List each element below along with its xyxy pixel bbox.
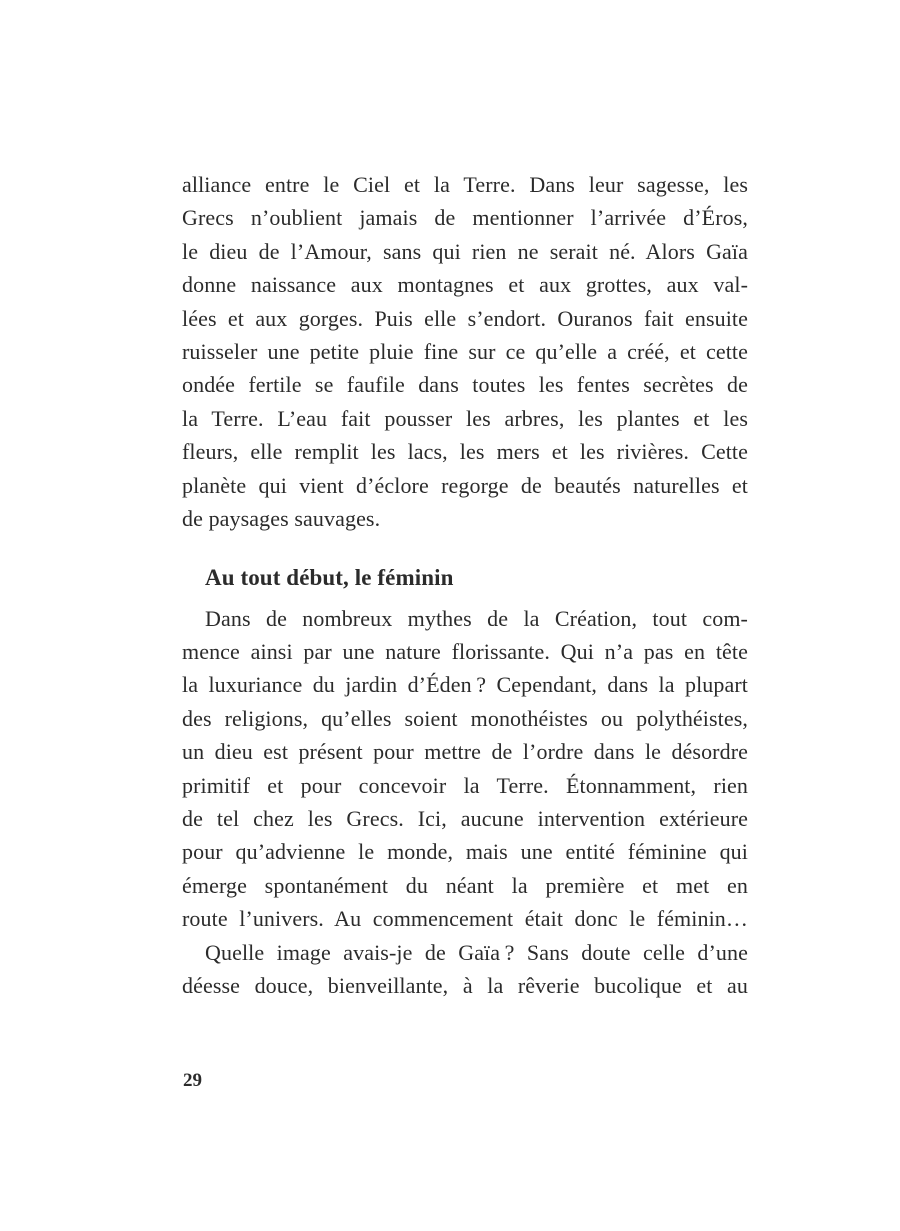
text-line: de tel chez les Grecs. Ici, aucune intervention extérieure xyxy=(182,806,748,832)
text-line: déesse douce, bienveillante, à la rêverie bucolique et au xyxy=(182,973,748,998)
text-line: Quelle image avais-je de Gaïa ? Sans doute celle d’une xyxy=(205,939,748,965)
text-line: le dieu de l’Amour, sans qui rien ne serait né. Alors Gaïa xyxy=(182,238,748,264)
text-line: lées et aux gorges. Puis elle s’endort. Ouranos fait ensuite xyxy=(182,305,748,331)
text-line: ondée fertile se faufile dans toutes les fentes secrètes de xyxy=(182,372,748,398)
text-line: Dans de nombreux mythes de la Création, tout com- xyxy=(205,605,748,631)
text-column xyxy=(182,168,748,1002)
text-line: planète qui vient d’éclore regorge de beautés naturelles et xyxy=(182,472,748,498)
text-line: la Terre. L’eau fait pousser les arbres, les plantes et les xyxy=(182,405,748,431)
paragraph-2 xyxy=(182,602,748,936)
text-line: ruisseler une petite pluie fine sur ce qu’elle a créé, et cette xyxy=(182,338,748,364)
paragraph-3 xyxy=(182,936,748,1003)
text-line: de paysages sauvages. xyxy=(182,505,381,531)
text-line: primitif et pour concevoir la Terre. Étonnamment, rien xyxy=(182,772,748,798)
page-number: 29 xyxy=(183,1070,202,1091)
paragraph-1 xyxy=(182,168,748,535)
text-line: fleurs, elle remplit les lacs, les mers et les rivières. Cette xyxy=(182,439,748,465)
section-heading: Au tout début, le féminin xyxy=(205,565,454,591)
text-line: donne naissance aux montagnes et aux grottes, aux val- xyxy=(182,272,748,298)
text-line: alliance entre le Ciel et la Terre. Dans leur sagesse, les xyxy=(182,172,748,197)
text-line: route l’univers. Au commencement était donc le féminin… xyxy=(182,906,748,932)
text-line: un dieu est présent pour mettre de l’ordre dans le désordre xyxy=(182,739,748,765)
text-line: des religions, qu’elles soient monothéistes ou polythéistes, xyxy=(182,705,748,731)
text-line: Grecs n’oublient jamais de mentionner l’arrivée d’Éros, xyxy=(182,205,748,231)
text-line: mence ainsi par une nature florissante. Qui n’a pas en tête xyxy=(182,639,748,665)
text-line: la luxuriance du jardin d’Éden ? Cependant, dans la plupart xyxy=(182,672,748,698)
text-line: émerge spontanément du néant la première et met en xyxy=(182,872,748,898)
text-line: pour qu’advienne le monde, mais une entité féminine qui xyxy=(182,839,748,865)
